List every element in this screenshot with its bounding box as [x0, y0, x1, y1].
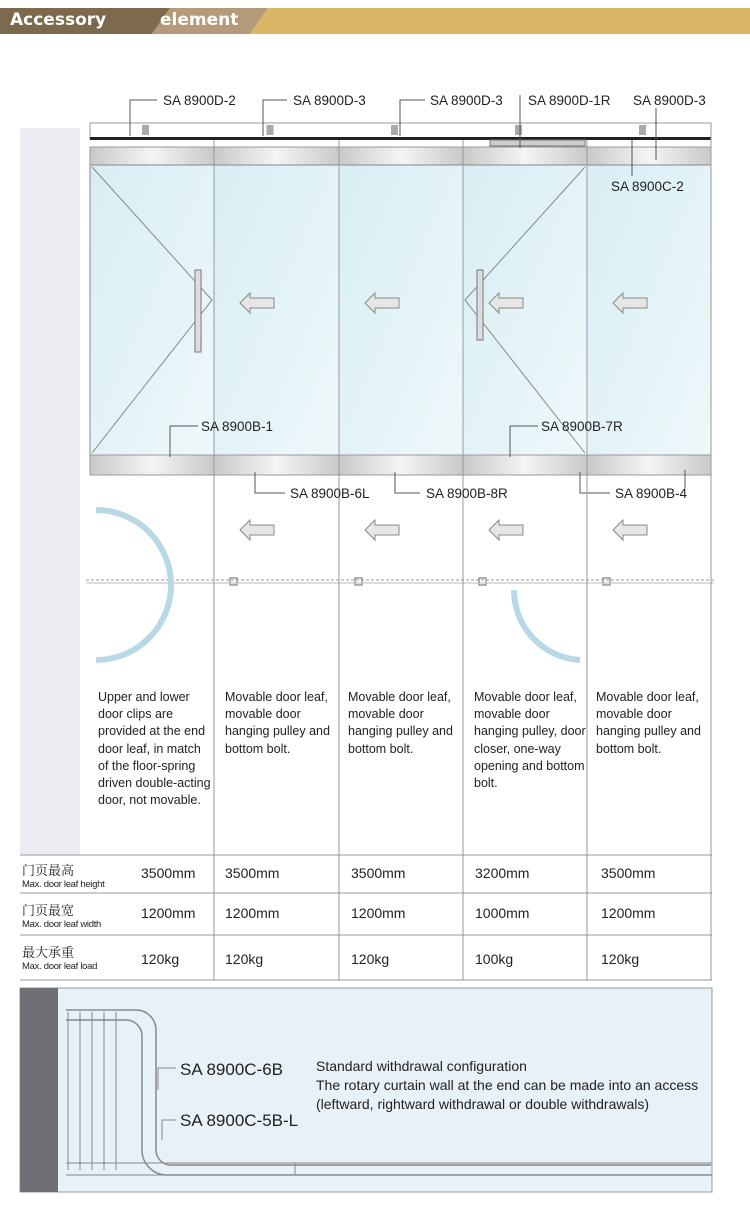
spec-value: 1000mm — [475, 905, 530, 921]
floor-bolt — [603, 578, 610, 585]
glass-panel — [339, 165, 463, 455]
spec-value: 3500mm — [351, 865, 406, 881]
label-sa8900d-3-b: SA 8900D-3 — [430, 93, 503, 108]
label-sa8900b-4: SA 8900B-4 — [615, 486, 688, 501]
hanging-pulley — [142, 125, 149, 135]
spec-label-cn: 最大承重 — [22, 945, 75, 960]
description-leaf-3: Movable door leaf, movable door hanging pulley and bottom bolt. — [348, 690, 453, 756]
spec-label-en: Max. door leaf height — [22, 879, 105, 890]
spec-value: 1200mm — [601, 905, 656, 921]
withdrawal-line-2: (leftward, rightward withdrawal or double withdrawals) — [316, 1096, 650, 1112]
spec-value: 1200mm — [141, 905, 196, 921]
bottom-rail — [90, 455, 214, 475]
top-rail — [463, 147, 587, 165]
spec-value: 3500mm — [141, 865, 196, 881]
spec-value: 100kg — [475, 951, 514, 967]
spec-label-en: Max. door leaf width — [22, 919, 102, 930]
spec-value: 3200mm — [475, 865, 530, 881]
hanging-pulley — [267, 125, 274, 135]
arrow-left-icon — [365, 520, 399, 540]
door-handle — [477, 270, 483, 340]
description-leaf-4: Movable door leaf, movable door hanging pulley, door closer, one-way opening and bottom bolt. — [474, 690, 586, 791]
bottom-rail — [587, 455, 711, 475]
top-rail — [90, 147, 214, 165]
withdrawal-title: Standard withdrawal configuration — [316, 1058, 527, 1074]
spec-value: 120kg — [351, 951, 390, 967]
description-leaf-5: Movable door leaf, movable door hanging pulley and bottom bolt. — [596, 690, 701, 756]
arrow-left-icon — [489, 520, 523, 540]
spec-row-header — [22, 900, 101, 930]
header-title-accessory: Accessory — [10, 10, 107, 30]
left-side-band — [20, 128, 80, 855]
hanging-pulley — [391, 125, 398, 135]
bottom-rail — [463, 455, 587, 475]
label-sa8900b-7r: SA 8900B-7R — [541, 419, 623, 434]
label-sa8900d-3-a: SA 8900D-3 — [293, 93, 366, 108]
spec-value: 3500mm — [601, 865, 656, 881]
top-rail — [339, 147, 463, 165]
label-sa8900c-5b-l: SA 8900C-5B-L — [180, 1111, 299, 1130]
bottom-rail — [214, 455, 339, 475]
hanging-pulley — [639, 125, 646, 135]
spec-row-header — [22, 942, 97, 972]
spec-value: 1200mm — [351, 905, 406, 921]
door-handle — [195, 270, 201, 352]
top-rail — [214, 147, 339, 165]
label-sa8900b-1: SA 8900B-1 — [201, 419, 274, 434]
glass-panel — [587, 165, 711, 455]
label-sa8900c-2: SA 8900C-2 — [611, 179, 684, 194]
floor-bolt — [355, 578, 362, 585]
description-end-leaf: Upper and lower door clips are provided at the end door leaf, in match of the floor-spring driven double-acting door, not movable. — [98, 690, 211, 808]
spec-label-cn: 门页最宽 — [22, 903, 75, 918]
spec-value: 120kg — [225, 951, 264, 967]
spec-value: 120kg — [601, 951, 640, 967]
floor-bolt — [479, 578, 486, 585]
spec-label-cn: 门页最高 — [22, 863, 75, 878]
spec-value: 3500mm — [225, 865, 280, 881]
label-sa8900b-6l: SA 8900B-6L — [290, 486, 370, 501]
glass-panel — [214, 165, 339, 455]
top-track — [90, 137, 711, 140]
header-title-element: element — [160, 10, 239, 30]
spec-label-en: Max. door leaf load — [22, 961, 98, 972]
label-sa8900d-1r: SA 8900D-1R — [528, 93, 611, 108]
spec-value: 120kg — [141, 951, 180, 967]
arrow-left-icon — [613, 520, 647, 540]
label-sa8900d-2: SA 8900D-2 — [163, 93, 236, 108]
label-sa8900b-8r: SA 8900B-8R — [426, 486, 508, 501]
label-sa8900d-3-c: SA 8900D-3 — [633, 93, 706, 108]
floor-bolt — [230, 578, 237, 585]
bottom-rail — [339, 455, 463, 475]
label-sa8900c-6b: SA 8900C-6B — [180, 1060, 284, 1079]
hanging-pulley — [515, 125, 522, 135]
withdrawal-line-1: The rotary curtain wall at the end can be made into an access — [316, 1077, 699, 1093]
spec-value: 1200mm — [225, 905, 280, 921]
door-closer — [490, 140, 585, 146]
description-leaf-2: Movable door leaf, movable door hanging pulley and bottom bolt. — [225, 690, 330, 756]
top-rail — [587, 147, 711, 165]
arrow-left-icon — [240, 520, 274, 540]
spec-row-header — [22, 860, 104, 890]
